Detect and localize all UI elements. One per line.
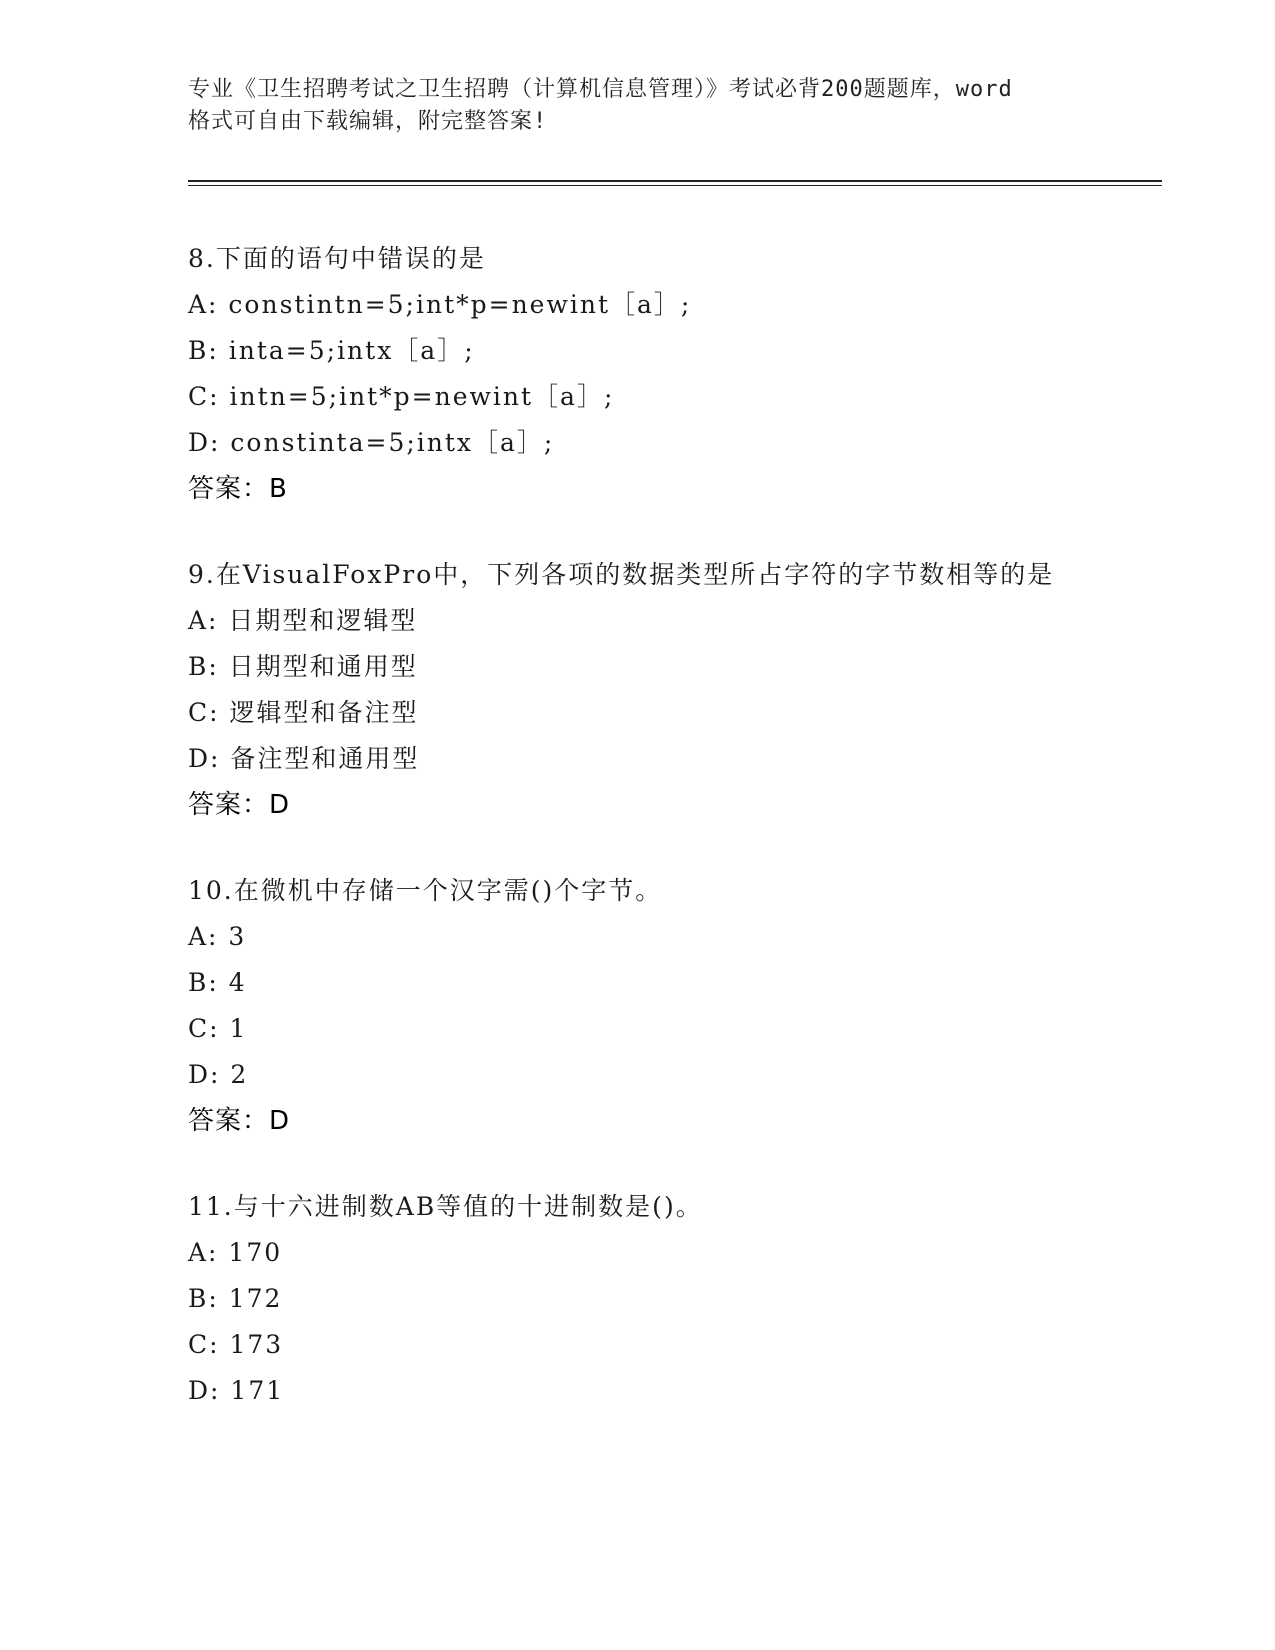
question-9 — [188, 552, 1108, 828]
option-b: B: inta=5;intx［a］; — [188, 336, 475, 365]
option-a: A: 170 — [188, 1238, 283, 1267]
question-11 — [188, 1184, 1108, 1414]
header-title-line-2: 格式可自由下载编辑，附完整答案! — [188, 109, 548, 134]
option-b: B: 172 — [188, 1284, 283, 1313]
option-d: D: 2 — [188, 1060, 249, 1089]
option-d: D: 备注型和通用型 — [188, 744, 420, 773]
option-a: A: constintn=5;int*p=newint［a］; — [188, 290, 692, 319]
option-d: D: 171 — [188, 1376, 285, 1405]
option-c: C: 1 — [188, 1014, 248, 1043]
option-b: B: 日期型和通用型 — [188, 652, 418, 681]
option-a: A: 日期型和逻辑型 — [188, 606, 418, 635]
option-c: C: intn=5;int*p=newint［a］; — [188, 382, 615, 411]
header-title-line-1: 专业《卫生招聘考试之卫生招聘（计算机信息管理）》考试必背200题题库，word — [188, 77, 1013, 102]
header-divider-thin — [188, 185, 1162, 186]
option-d: D: constinta=5;intx［a］; — [188, 428, 555, 457]
question-stem: 10.在微机中存储一个汉字需()个字节。 — [188, 876, 663, 905]
option-c: C: 173 — [188, 1330, 284, 1359]
question-8 — [188, 236, 1108, 512]
question-stem: 11.与十六进制数AB等值的十进制数是()。 — [188, 1192, 703, 1221]
option-a: A: 3 — [188, 922, 247, 951]
question-10 — [188, 868, 1108, 1144]
document-header — [188, 74, 1088, 138]
answer: 答案：D — [188, 1106, 291, 1136]
answer: 答案：B — [188, 474, 288, 504]
question-stem: 8.下面的语句中错误的是 — [188, 244, 486, 273]
header-divider-thick — [188, 180, 1162, 182]
option-b: B: 4 — [188, 968, 247, 997]
option-c: C: 逻辑型和备注型 — [188, 698, 419, 727]
answer: 答案：D — [188, 790, 291, 820]
question-list — [188, 236, 1108, 1454]
question-stem: 9.在VisualFoxPro中，下列各项的数据类型所占字符的字节数相等的是 — [188, 560, 1055, 589]
